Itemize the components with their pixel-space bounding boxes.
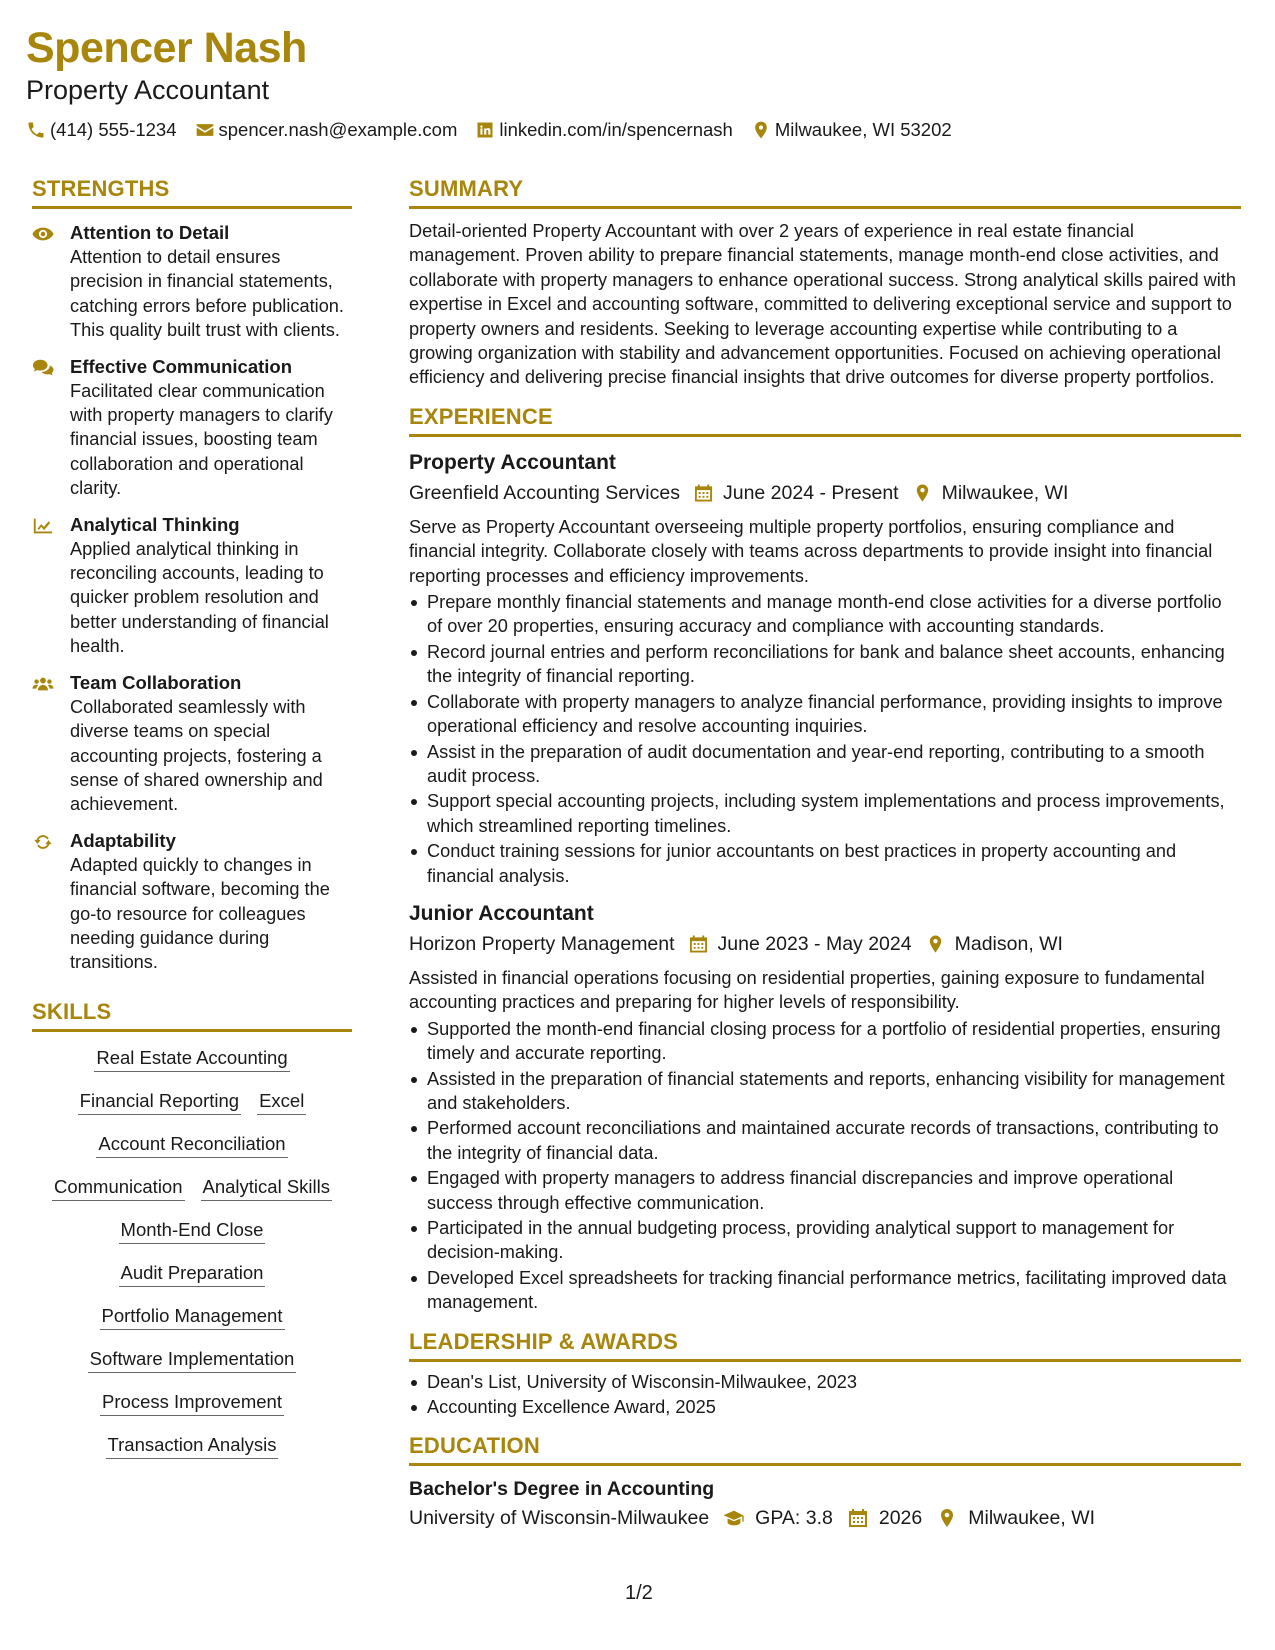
map-marker-icon: [926, 934, 945, 954]
contact-phone: [26, 118, 177, 142]
bullet-item: Engaged with property managers to address financial discrepancies and improve operational success through effective communication.: [409, 1166, 1241, 1215]
calendar-icon: [847, 1508, 869, 1528]
strength-item: [32, 355, 352, 501]
job-title: Junior Accountant: [409, 901, 594, 925]
strength-desc: Collaborated seamlessly with diverse teams on special accounting projects, fostering a sense of shared ownership and achievement.: [70, 696, 323, 815]
users-icon: [32, 674, 54, 694]
experience-section: [409, 402, 1241, 1315]
strength-item: [32, 671, 352, 817]
job-company: Horizon Property Management: [409, 932, 675, 955]
skills-list: [32, 1046, 352, 1459]
phone-text: (414) 555-1234: [50, 119, 177, 140]
bullet-item: Conduct training sessions for junior accountants on best practices in property accounting and financial analysis.: [409, 839, 1241, 888]
skills-heading: SKILLS: [32, 997, 352, 1032]
gpa-text: GPA: 3.8: [755, 1507, 833, 1530]
email-link[interactable]: spencer.nash@example.com: [218, 119, 458, 140]
sync-icon: [32, 832, 54, 852]
education-meta: [409, 1504, 1241, 1532]
bullet-item: Participated in the annual budgeting process, providing analytical support to management for decision-making.: [409, 1216, 1241, 1265]
map-marker-icon: [936, 1508, 958, 1528]
job-company: Greenfield Accounting Services: [409, 481, 680, 504]
candidate-title: Property Accountant: [26, 75, 270, 105]
strength-title: Team Collaboration: [70, 671, 242, 693]
skill-tag: Financial Reporting: [78, 1089, 241, 1115]
award-item: Accounting Excellence Award, 2025: [409, 1395, 1241, 1419]
awards-list: [409, 1370, 1241, 1420]
graduation-year: 2026: [878, 1507, 923, 1530]
map-marker-icon: [751, 120, 771, 140]
summary-text: Detail-oriented Property Accountant with over 2 years of experience in real estate financial management. Proven ability to prepare financial statements, manage month-end close activities, and collaborate with property managers to enhance operational success. Strong analytical skills paired with expertise in Excel and accounting software, committed to delivering exceptional service and support to property owners and residents. Seeking to leverage accounting expertise while contributing to a growing organization with stability and advancement opportunities. Focused on achieving operational efficiency and delivering precise financial insights that drive outcomes for diverse property portfolios.: [409, 221, 1236, 388]
strength-desc: Adapted quickly to changes in financial software, becoming the go-to resource for colleagues needing guidance during transitions.: [70, 854, 330, 973]
job-description: Serve as Property Accountant overseeing multiple property portfolios, ensuring compliance and financial integrity. Collaborate closely with teams across departments to provide insight into financial reporting processes and efficiency improvements.: [409, 516, 1213, 586]
contact-email[interactable]: [195, 118, 458, 142]
strength-title: Attention to Detail: [70, 222, 230, 243]
location-text: Milwaukee, WI 53202: [774, 119, 952, 140]
award-item: Dean's List, University of Wisconsin-Milwaukee, 2023: [409, 1370, 1241, 1394]
candidate-name: Spencer Nash: [26, 24, 307, 72]
education-section: [409, 1431, 1241, 1532]
bullet-item: Support special accounting projects, including system implementations and process improvements, which streamlined reporting timelines.: [409, 789, 1241, 838]
skill-tag: Audit Preparation: [119, 1261, 266, 1287]
bullet-item: Prepare monthly financial statements and manage month-end close activities for a diverse portfolio of over 20 properties, ensuring accuracy and compliance with accounting standards.: [409, 590, 1241, 639]
strength-title: Analytical Thinking: [70, 513, 240, 535]
bullet-item: Developed Excel spreadsheets for tracking financial performance metrics, facilitating improved data management.: [409, 1266, 1241, 1315]
eye-icon: [32, 224, 54, 244]
skill-tag: Account Reconciliation: [96, 1132, 287, 1158]
left-column: [32, 174, 352, 1476]
job-meta: [409, 479, 1241, 507]
bullet-item: Collaborate with property managers to analyze financial performance, providing insights to improve operational efficiency and resolve accounting inquiries.: [409, 690, 1241, 739]
strength-desc: Facilitated clear communication with property managers to clarify financial issues, boosting team collaboration and operational clarity.: [70, 380, 333, 499]
job-dates: June 2023 - May 2024: [717, 932, 912, 955]
skill-tag: Excel: [257, 1089, 306, 1115]
comments-icon: [32, 358, 54, 378]
strengths-heading: STRENGTHS: [32, 174, 352, 209]
strength-title: Effective Communication: [70, 355, 293, 377]
bullet-item: Assist in the preparation of audit documentation and year-end reporting, contributing to a smooth audit process.: [409, 740, 1241, 789]
map-marker-icon: [913, 483, 932, 503]
strength-title: Adaptability: [70, 829, 176, 851]
job-entry: [409, 449, 1241, 888]
summary-heading: SUMMARY: [409, 174, 1241, 209]
bullet-item: Supported the month-end financial closing process for a portfolio of residential properties, ensuring timely and accurate reporting.: [409, 1017, 1241, 1066]
school-location: Milwaukee, WI: [968, 1507, 1096, 1530]
skill-tag: Transaction Analysis: [106, 1433, 279, 1459]
bullet-item: Record journal entries and perform reconciliations for bank and balance sheet accounts, enhancing the integrity of financial reporting.: [409, 640, 1241, 689]
job-bullets: [409, 1017, 1241, 1315]
job-bullets: [409, 590, 1241, 888]
strength-desc: Applied analytical thinking in reconciling accounts, leading to quicker problem resolution and better understanding of financial health.: [70, 538, 329, 657]
bullet-item: Assisted in the preparation of financial statements and reports, enhancing visibility for management and stakeholders.: [409, 1067, 1241, 1116]
right-column: [409, 174, 1241, 1532]
strength-item: [32, 221, 352, 343]
skill-tag: Software Implementation: [88, 1347, 297, 1373]
chart-line-icon: [32, 516, 54, 536]
job-description: Assisted in financial operations focusing on residential properties, gaining exposure to fundamental accounting practices and preparing for higher levels of responsibility.: [409, 967, 1205, 1013]
school-name: University of Wisconsin-Milwaukee: [409, 1507, 710, 1530]
calendar-icon: [694, 483, 713, 503]
strength-desc: Attention to detail ensures precision in financial statements, catching errors before publication. This quality built trust with clients.: [70, 247, 344, 341]
contact-info: [26, 118, 1256, 142]
experience-heading: EXPERIENCE: [409, 402, 1241, 437]
job-location: Madison, WI: [954, 932, 1063, 955]
page-number: 1/2: [625, 1582, 653, 1604]
skill-tag: Analytical Skills: [201, 1175, 333, 1201]
resume-header: [26, 22, 1256, 142]
awards-heading: LEADERSHIP & AWARDS: [409, 1327, 1241, 1362]
contact-location: [751, 118, 952, 142]
job-meta: [409, 930, 1241, 958]
strength-item: [32, 829, 352, 975]
job-title: Property Accountant: [409, 450, 616, 474]
strength-item: [32, 513, 352, 659]
job-entry: [409, 900, 1241, 1315]
job-location: Milwaukee, WI: [941, 481, 1069, 504]
linkedin-icon: [475, 120, 495, 140]
degree-title: Bachelor's Degree in Accounting: [409, 1478, 715, 1501]
skill-tag: Process Improvement: [100, 1390, 284, 1416]
phone-icon: [26, 120, 46, 140]
linkedin-link[interactable]: linkedin.com/in/spencernash: [499, 119, 733, 140]
awards-section: [409, 1327, 1241, 1420]
skill-tag: Real Estate Accounting: [94, 1046, 289, 1072]
job-dates: June 2024 - Present: [722, 481, 899, 504]
bullet-item: Performed account reconciliations and maintained accurate records of transactions, contributing to the integrity of financial data.: [409, 1116, 1241, 1165]
skill-tag: Communication: [52, 1175, 185, 1201]
calendar-icon: [689, 934, 708, 954]
envelope-icon: [195, 120, 215, 140]
education-heading: EDUCATION: [409, 1431, 1241, 1466]
skill-tag: Portfolio Management: [100, 1304, 285, 1330]
skill-tag: Month-End Close: [119, 1218, 266, 1244]
graduation-cap-icon: [723, 1508, 745, 1528]
contact-linkedin[interactable]: [475, 118, 732, 142]
